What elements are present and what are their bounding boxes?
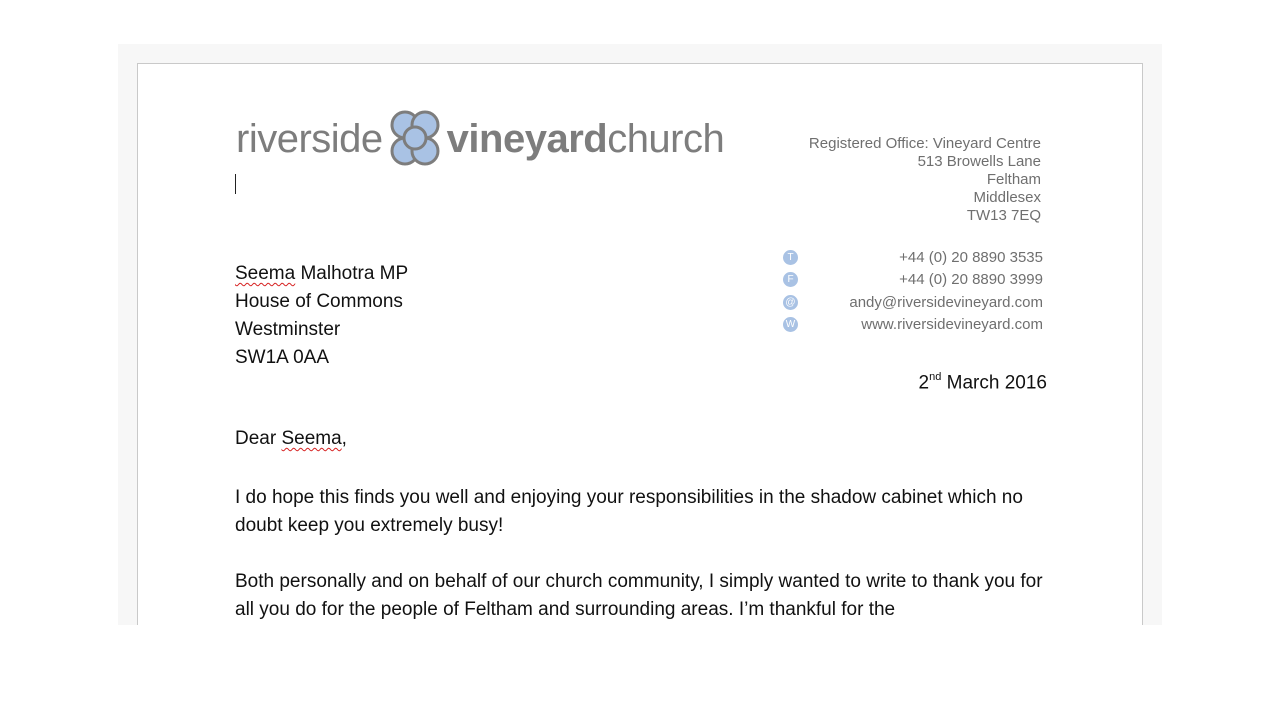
date-suffix: nd <box>929 371 942 383</box>
contact-row-fax <box>783 269 1043 292</box>
salutation-prefix: Dear <box>235 428 282 449</box>
contact-details <box>783 246 1043 336</box>
recipient-postcode: SW1A 0AA <box>235 347 329 368</box>
email-icon: @ <box>783 295 798 310</box>
document-page[interactable] <box>137 63 1143 625</box>
telephone-icon: T <box>783 250 798 265</box>
spellcheck-flagged-word[interactable]: Seema <box>235 263 296 284</box>
contact-row-telephone <box>783 246 1043 269</box>
office-line: Feltham <box>986 171 1041 188</box>
spellcheck-flagged-word[interactable]: Seema <box>281 428 342 449</box>
office-line: Registered Office: Vineyard Centre <box>808 135 1041 152</box>
salutation-suffix: , <box>341 428 347 449</box>
recipient-name <box>235 260 408 288</box>
letter-date <box>919 372 1047 394</box>
recipient-line: House of Commons <box>235 291 403 312</box>
salutation <box>235 428 347 450</box>
web-icon: W <box>783 317 798 332</box>
contact-row-web <box>783 314 1043 337</box>
office-line: TW13 7EQ <box>966 207 1041 224</box>
recipient-address <box>235 260 408 372</box>
fax-icon: F <box>783 272 798 287</box>
registered-office-address <box>809 135 1041 225</box>
grape-cluster-icon <box>389 107 441 171</box>
email-address: andy@riversidevineyard.com <box>849 293 1043 311</box>
office-line: 513 Browells Lane <box>917 153 1041 170</box>
logo-word-riverside: riverside <box>236 116 383 161</box>
text-cursor <box>235 174 236 194</box>
body-paragraph: Both personally and on behalf of our church community, I simply wanted to write to thank you for all you do for the people of Feltham and surrounding areas. I’m thankful for the <box>235 571 1043 620</box>
fax-number: +44 (0) 20 8890 3999 <box>899 271 1043 289</box>
office-line: Middlesex <box>973 189 1041 206</box>
contact-row-email <box>783 291 1043 314</box>
telephone-number: +44 (0) 20 8890 3535 <box>899 248 1043 266</box>
recipient-name-rest: Malhotra MP <box>295 263 409 284</box>
recipient-line: Westminster <box>235 319 341 340</box>
logo-word-church: church <box>607 116 725 161</box>
website-address: www.riversidevineyard.com <box>861 316 1043 334</box>
church-logo <box>236 104 724 174</box>
date-day: 2 <box>918 372 930 394</box>
body-paragraph: I do hope this finds you well and enjoying your responsibilities in the shadow cabinet which no doubt keep you extremely busy! <box>235 487 1023 536</box>
date-month-year: March 2016 <box>941 372 1047 394</box>
logo-word-vineyard: vineyard <box>446 116 608 161</box>
